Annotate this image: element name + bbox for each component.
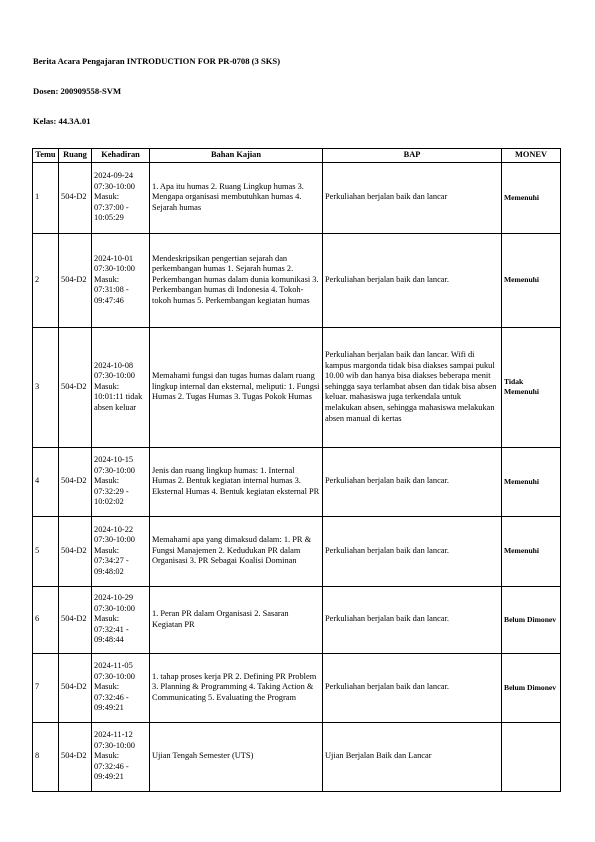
cell-bap: Perkuliahan berjalan baik dan lancar.	[323, 233, 502, 327]
cell-monev: Memenuhi	[502, 447, 561, 516]
cell-kehadiran: 2024-10-15 07:30-10:00 Masuk: 07:32:29 - 10:02:02	[92, 447, 150, 516]
cell-ruang: 504-D2	[59, 653, 92, 722]
table-row	[33, 447, 561, 516]
table-row	[33, 162, 561, 233]
cell-temu: 7	[33, 653, 59, 722]
cell-bahan-kajian: Ujian Tengah Semester (UTS)	[150, 722, 323, 791]
col-header-temu: Temu	[33, 149, 59, 163]
cell-ruang: 504-D2	[59, 516, 92, 586]
cell-bahan-kajian: 1. tahap proses kerja PR 2. Defining PR Problem 3. Planning & Programming 4. Taking Action & Communicating 5. Evaluating the Program	[150, 653, 323, 722]
col-header-monev: MONEV	[502, 149, 561, 163]
col-header-bahan-kajian: Bahan Kajian	[150, 149, 323, 163]
cell-monev: Memenuhi	[502, 233, 561, 327]
cell-temu: 6	[33, 586, 59, 653]
cell-temu: 3	[33, 327, 59, 447]
cell-bap: Perkuliahan berjalan baik dan lancar	[323, 162, 502, 233]
cell-monev: Belum Dimonev	[502, 653, 561, 722]
cell-temu: 8	[33, 722, 59, 791]
cell-bap: Perkuliahan berjalan baik dan lancar. Wifi di kampus margonda tidak bisa diakses sampai pukul 10.00 wib dan hanya bisa diakses beberapa menit sehingga saya terlambat absen dan tidak bisa absen keluar. mahasiswa juga terkendala untuk melakukan absen, sehingga mahasiswa melakukan absen manual di kertas	[323, 327, 502, 447]
cell-temu: 5	[33, 516, 59, 586]
col-header-ruang: Ruang	[59, 149, 92, 163]
cell-bahan-kajian: 1. Apa itu humas 2. Ruang Lingkup humas 3. Mengapa organisasi membutuhkan humas 4. Sejarah humas	[150, 162, 323, 233]
cell-temu: 1	[33, 162, 59, 233]
cell-bahan-kajian: Memahami fungsi dan tugas humas dalam ruang lingkup internal dan eksternal, meliputi: 1. Fungsi Humas 2. Tugas Humas 3. Tugas Pokok Humas	[150, 327, 323, 447]
cell-monev: Memenuhi	[502, 162, 561, 233]
cell-bap: Perkuliahan berjalan baik dan lancar.	[323, 516, 502, 586]
table-row	[33, 722, 561, 791]
cell-bahan-kajian: Jenis dan ruang lingkup humas: 1. Internal Humas 2. Bentuk kegiatan internal humas 3. Eksternal Humas 4. Bentuk kegiatan eksternal PR	[150, 447, 323, 516]
table-header-row	[33, 149, 561, 163]
cell-kehadiran: 2024-11-12 07:30-10:00 Masuk: 07:32:46 - 09:49:21	[92, 722, 150, 791]
cell-bap: Perkuliahan berjalan baik dan lancar.	[323, 447, 502, 516]
lecturer-id: Dosen: 200909558-SVM	[33, 86, 122, 96]
cell-ruang: 504-D2	[59, 586, 92, 653]
document-title: Berita Acara Pengajaran INTRODUCTION FOR PR-0708 (3 SKS)	[33, 56, 281, 66]
cell-bap: Perkuliahan berjalan baik dan lancar.	[323, 586, 502, 653]
cell-ruang: 504-D2	[59, 233, 92, 327]
class-id: Kelas: 44.3A.01	[33, 116, 91, 126]
col-header-kehadiran: Kehadiran	[92, 149, 150, 163]
table-row	[33, 586, 561, 653]
cell-ruang: 504-D2	[59, 162, 92, 233]
cell-kehadiran: 2024-11-05 07:30-10:00 Masuk: 07:32:46 - 09:49:21	[92, 653, 150, 722]
cell-kehadiran: 2024-10-29 07:30-10:00 Masuk: 07:32:41 - 09:48:44	[92, 586, 150, 653]
cell-temu: 2	[33, 233, 59, 327]
cell-bap: Ujian Berjalan Baik dan Lancar	[323, 722, 502, 791]
cell-monev: Tidak Memenuhi	[502, 327, 561, 447]
cell-bap: Perkuliahan berjalan baik dan lancar.	[323, 653, 502, 722]
cell-temu: 4	[33, 447, 59, 516]
cell-monev: Memenuhi	[502, 516, 561, 586]
cell-bahan-kajian: Memahami apa yang dimaksud dalam: 1. PR & Fungsi Manajemen 2. Kedudukan PR dalam Organisasi 3. PR Sebagai Koalisi Dominan	[150, 516, 323, 586]
teaching-log-table	[32, 148, 561, 792]
col-header-bap: BAP	[323, 149, 502, 163]
cell-monev	[502, 722, 561, 791]
cell-bahan-kajian: 1. Peran PR dalam Organisasi 2. Sasaran Kegiatan PR	[150, 586, 323, 653]
table-row	[33, 653, 561, 722]
cell-ruang: 504-D2	[59, 327, 92, 447]
cell-monev: Belum Dimonev	[502, 586, 561, 653]
cell-ruang: 504-D2	[59, 447, 92, 516]
table-row	[33, 516, 561, 586]
table-row	[33, 233, 561, 327]
cell-kehadiran: 2024-10-22 07:30-10:00 Masuk: 07:34:27 - 09:48:02	[92, 516, 150, 586]
cell-ruang: 504-D2	[59, 722, 92, 791]
cell-kehadiran: 2024-09-24 07:30-10:00 Masuk: 07:37:00 - 10:05:29	[92, 162, 150, 233]
cell-kehadiran: 2024-10-01 07:30-10:00 Masuk: 07:31:08 - 09:47:46	[92, 233, 150, 327]
cell-kehadiran: 2024-10-08 07:30-10:00 Masuk: 10:01:11 tidak absen keluar	[92, 327, 150, 447]
table-row	[33, 327, 561, 447]
cell-bahan-kajian: Mendeskripsikan pengertian sejarah dan perkembangan humas 1. Sejarah humas 2. Perkembangan humas dalam dunia komunikasi 3. Perkembangan humas di Indonesia 4. Tokoh-tokoh humas 5. Perkembangan kegiatan humas	[150, 233, 323, 327]
